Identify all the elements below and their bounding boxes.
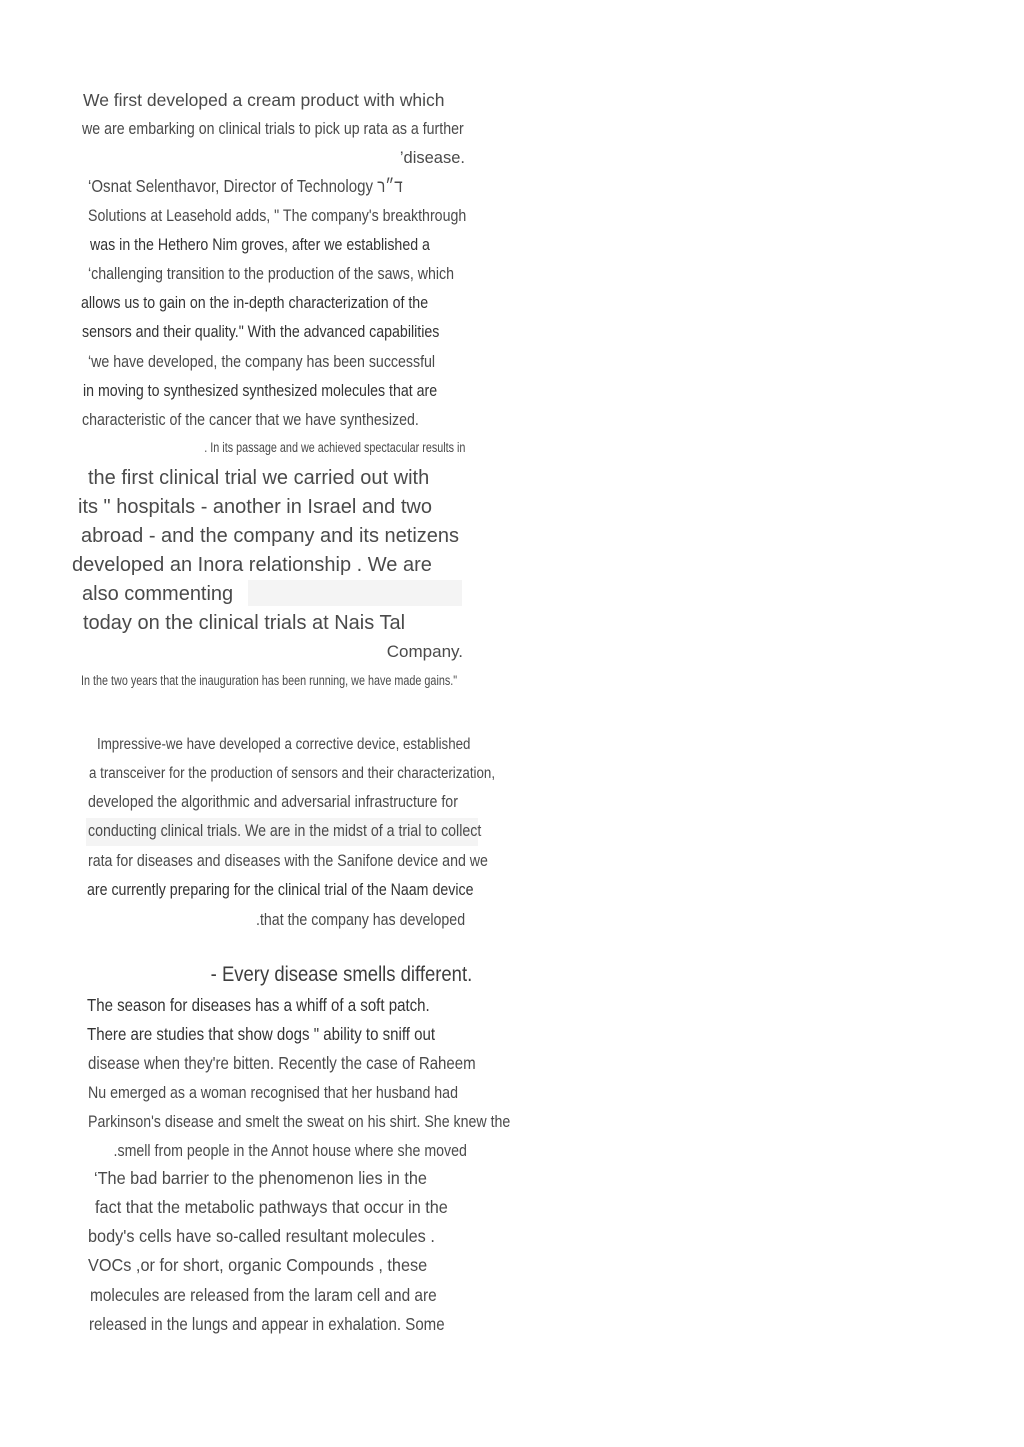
text-line: disease when they're bitten. Recently the case of Raheem <box>88 1053 476 1073</box>
text-line: The season for diseases has a whiff of a soft patch. <box>87 995 430 1015</box>
scan-shade <box>248 580 462 606</box>
text-line: Company. <box>386 642 463 661</box>
text-line: VOCs ,or for short, organic Compounds , these <box>88 1255 428 1275</box>
text-line: molecules are released from the laram cell and are <box>90 1285 437 1305</box>
text-line: .smell from people in the Annot house where she moved <box>113 1142 467 1160</box>
text-line: fact that the metabolic pathways that occur in the <box>95 1197 448 1217</box>
text-line: .that the company has developed <box>255 911 465 929</box>
text-line: conducting clinical trials. We are in the midst of a trial to collect <box>88 822 482 840</box>
text-line: sensors and their quality." With the advanced capabilities <box>82 323 440 341</box>
text-line: ‘Osnat Selenthavor, Director of Technology ד״ר <box>88 176 403 196</box>
text-line: allows us to gain on the in-depth characterization of the <box>81 294 429 312</box>
text-line: . In its passage and we achieved spectacular results in <box>203 440 465 455</box>
text-line: We first developed a cream product with which <box>83 90 445 110</box>
text-line: are currently preparing for the clinical trial of the Naam device <box>87 881 474 899</box>
text-line: released in the lungs and appear in exhalation. Some <box>89 1314 445 1334</box>
text-line: its " hospitals - another in Israel and two <box>78 496 432 518</box>
text-line: In the two years that the inauguration has been running, we have made gains." <box>81 673 458 688</box>
text-line: abroad - and the company and its netizens <box>81 525 460 547</box>
text-line: ‘we have developed, the company has been successful <box>88 353 436 371</box>
text-line: also commenting <box>82 583 234 605</box>
text-line: Parkinson's disease and smelt the sweat on his shirt. She knew the <box>88 1113 511 1131</box>
text-line: body's cells have so-called resultant molecules . <box>88 1226 435 1246</box>
text-line: a transceiver for the production of sensors and their characterization, <box>89 765 496 782</box>
text-line: Impressive-we have developed a corrective device, established <box>97 736 471 753</box>
text-line: developed the algorithmic and adversarial infrastructure for <box>88 793 458 811</box>
text-line: was in the Hethero Nim groves, after we established a <box>90 236 430 254</box>
text-line: ’disease. <box>399 149 465 167</box>
text-line: the first clinical trial we carried out with <box>88 467 430 489</box>
text-line: we are embarking on clinical trials to pick up rata as a further <box>82 120 464 138</box>
text-line: ‘challenging transition to the production of the saws, which <box>88 265 455 283</box>
text-line: characteristic of the cancer that we have synthesized. <box>82 411 419 429</box>
text-line: rata for diseases and diseases with the Sanifone device and we <box>88 852 488 870</box>
text-line: Solutions at Leasehold adds, " The company's breakthrough <box>88 207 467 225</box>
section-heading: - Every disease smells different. <box>210 963 472 986</box>
text-line: developed an Inora relationship . We are <box>72 554 432 576</box>
text-line: in moving to synthesized synthesized molecules that are <box>83 382 438 400</box>
text-line: There are studies that show dogs " ability to sniff out <box>87 1024 436 1044</box>
text-line: Nu emerged as a woman recognised that her husband had <box>88 1084 458 1102</box>
text-line: ‘The bad barrier to the phenomenon lies in the <box>94 1168 427 1188</box>
text-line: today on the clinical trials at Nais Tal <box>83 612 406 634</box>
